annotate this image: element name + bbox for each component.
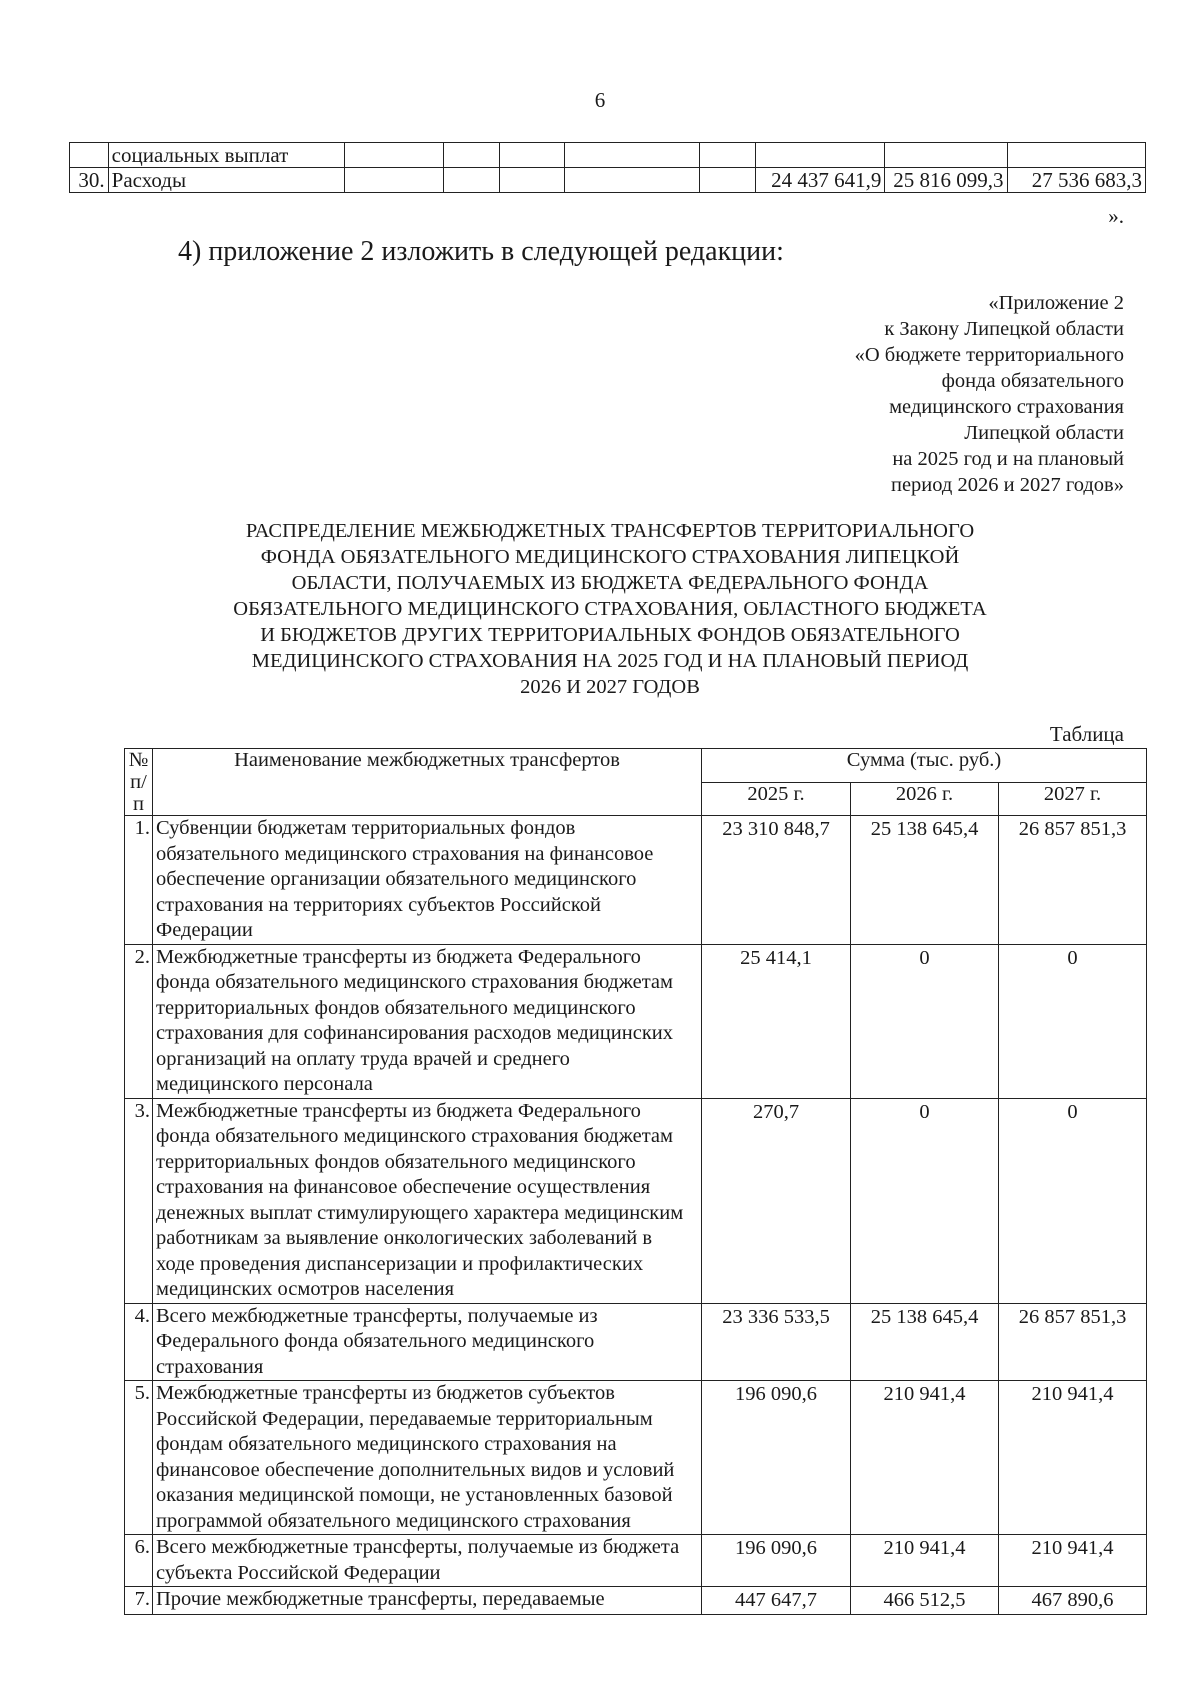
row-name: социальных выплат bbox=[108, 143, 344, 168]
row-name-line: финансовое обеспечение дополнительных видов и условий bbox=[156, 1458, 675, 1481]
row-name-line: страхования для софинансирования расходов медицинских bbox=[156, 1022, 673, 1044]
row-name bbox=[153, 1303, 702, 1381]
appendix-line: фонда обязательного bbox=[941, 370, 1124, 392]
row-name bbox=[153, 1098, 702, 1303]
header-2027: 2027 г. bbox=[999, 782, 1147, 816]
value-2027: 210 941,4 bbox=[999, 1535, 1147, 1587]
appendix-line: Липецкой области bbox=[964, 422, 1124, 444]
table-row bbox=[70, 168, 1146, 193]
row-number: 4. bbox=[125, 1303, 153, 1381]
row-number: 1. bbox=[125, 816, 153, 945]
row-name-line: фондам обязательного медицинского страхования на bbox=[156, 1433, 617, 1455]
row-name-line: работникам за выявление онкологических заболеваний в bbox=[156, 1227, 653, 1249]
value-2026: 466 512,5 bbox=[851, 1587, 999, 1615]
appendix-line: медицинского страхования bbox=[889, 396, 1124, 418]
row-name-line: страхования на финансовое обеспечение осуществления bbox=[156, 1176, 651, 1198]
value-2025: 196 090,6 bbox=[702, 1381, 851, 1535]
value-2026: 25 138 645,4 bbox=[851, 816, 999, 945]
row-name bbox=[153, 944, 702, 1098]
header-2025: 2025 г. bbox=[702, 782, 851, 816]
title-line: ОБЯЗАТЕЛЬНОГО МЕДИЦИНСКОГО СТРАХОВАНИЯ, ОБЛАСТНОГО БЮДЖЕТА bbox=[233, 598, 987, 620]
row-number: 5. bbox=[125, 1381, 153, 1535]
value-2027: 26 857 851,3 bbox=[999, 816, 1147, 945]
closing-quote: ». bbox=[1108, 204, 1124, 228]
row-number: 7. bbox=[125, 1587, 153, 1615]
title-line: И БЮДЖЕТОВ ДРУГИХ ТЕРРИТОРИАЛЬНЫХ ФОНДОВ ОБЯЗАТЕЛЬНОГО bbox=[260, 624, 960, 646]
title-line: МЕДИЦИНСКОГО СТРАХОВАНИЯ НА 2025 ГОД И НА ПЛАНОВЫЙ ПЕРИОД bbox=[251, 650, 969, 672]
row-name-line: фонда обязательного медицинского страхования бюджетам bbox=[156, 1125, 673, 1147]
row-name-line: Всего межбюджетные трансферты, получаемые из бюджета bbox=[156, 1536, 680, 1558]
continued-table bbox=[69, 142, 1146, 193]
value-2026: 210 941,4 bbox=[851, 1381, 999, 1535]
row-name-line: Межбюджетные трансферты из бюджета Федерального bbox=[156, 945, 641, 968]
value-2025: 23 310 848,7 bbox=[702, 816, 851, 945]
appendix-header bbox=[855, 290, 1124, 498]
appendix-line: период 2026 и 2027 годов» bbox=[890, 474, 1124, 496]
value-2025: 23 336 533,5 bbox=[702, 1303, 851, 1381]
title-line: РАСПРЕДЕЛЕНИЕ МЕЖБЮДЖЕТНЫХ ТРАНСФЕРТОВ ТЕРРИТОРИАЛЬНОГО bbox=[245, 520, 975, 542]
row-name bbox=[153, 1587, 702, 1615]
row-name: Расходы bbox=[108, 168, 344, 193]
row-name-line: обеспечение организации обязательного медицинского bbox=[156, 868, 637, 890]
appendix-line: к Закону Липецкой области bbox=[884, 318, 1124, 340]
row-number: 30. bbox=[70, 168, 109, 193]
appendix-line: на 2025 год и на плановый bbox=[892, 448, 1124, 470]
header-row bbox=[125, 749, 1147, 783]
table-row bbox=[125, 1535, 1147, 1587]
value-2027: 467 890,6 bbox=[999, 1587, 1147, 1615]
value-2025: 24 437 641,9 bbox=[756, 168, 885, 193]
row-name-line: Межбюджетные трансферты из бюджетов субъектов bbox=[156, 1382, 615, 1404]
appendix-line: «О бюджете территориального bbox=[854, 344, 1124, 366]
value-2027: 27 536 683,3 bbox=[1007, 168, 1146, 193]
value-2026: 0 bbox=[851, 944, 999, 1098]
table-row bbox=[125, 1303, 1147, 1381]
row-number: 6. bbox=[125, 1535, 153, 1587]
row-name-line: территориальных фондов обязательного медицинского bbox=[156, 996, 636, 1019]
title-line: 2026 И 2027 ГОДОВ bbox=[520, 676, 700, 698]
row-name-line: Российской Федерации, передаваемые территориальным bbox=[156, 1407, 653, 1430]
value-2027: 0 bbox=[999, 944, 1147, 1098]
value-2025: 447 647,7 bbox=[702, 1587, 851, 1615]
row-name-line: территориальных фондов обязательного медицинского bbox=[156, 1150, 636, 1173]
row-name-line: ходе проведения диспансеризации и профилактических bbox=[156, 1252, 644, 1275]
amendment-instruction: 4) приложение 2 изложить в следующей редакции: bbox=[178, 236, 784, 267]
row-name-line: обязательного медицинского страхования на финансовое bbox=[156, 842, 654, 865]
appendix-line: «Приложение 2 bbox=[988, 292, 1124, 314]
row-name-line: Субвенции бюджетам территориальных фондов bbox=[156, 817, 576, 839]
row-name-line: страхования bbox=[156, 1355, 264, 1378]
row-name-line: программой обязательного медицинского страхования bbox=[156, 1509, 631, 1532]
value-2027: 0 bbox=[999, 1098, 1147, 1303]
row-name-line: денежных выплат стимулирующего характера медицинским bbox=[156, 1201, 684, 1224]
page-number: 6 bbox=[594, 88, 606, 112]
value-2025: 270,7 bbox=[702, 1098, 851, 1303]
table-row bbox=[125, 816, 1147, 945]
transfers-table bbox=[124, 748, 1147, 1615]
row-name-line: Всего межбюджетные трансферты, получаемые из bbox=[156, 1304, 598, 1327]
value-2027: 210 941,4 bbox=[999, 1381, 1147, 1535]
value-2025: 196 090,6 bbox=[702, 1535, 851, 1587]
table-row bbox=[125, 944, 1147, 1098]
value-2025: 25 414,1 bbox=[702, 944, 851, 1098]
document-title bbox=[160, 518, 1060, 700]
row-number: 2. bbox=[125, 944, 153, 1098]
value-2027: 26 857 851,3 bbox=[999, 1303, 1147, 1381]
row-number: 3. bbox=[125, 1098, 153, 1303]
row-name-line: медицинского персонала bbox=[156, 1073, 373, 1095]
value-2026: 0 bbox=[851, 1098, 999, 1303]
row-name bbox=[153, 1381, 702, 1535]
row-name bbox=[153, 1535, 702, 1587]
row-name-line: оказания медицинской помощи, не установленных базовой bbox=[156, 1484, 673, 1506]
header-sum: Сумма (тыс. руб.) bbox=[702, 749, 1147, 783]
row-name bbox=[153, 816, 702, 945]
table-label: Таблица bbox=[1049, 722, 1124, 746]
table-row bbox=[70, 143, 1146, 168]
header-number: № п/п bbox=[125, 749, 153, 816]
row-name-line: субъекта Российской Федерации bbox=[156, 1561, 441, 1584]
table-row bbox=[125, 1587, 1147, 1615]
row-name-line: Федерации bbox=[156, 919, 253, 941]
header-2026: 2026 г. bbox=[851, 782, 999, 816]
value-2026: 210 941,4 bbox=[851, 1535, 999, 1587]
row-name-line: медицинских осмотров населения bbox=[156, 1278, 455, 1300]
title-line: ОБЛАСТИ, ПОЛУЧАЕМЫХ ИЗ БЮДЖЕТА ФЕДЕРАЛЬНОГО ФОНДА bbox=[291, 572, 929, 594]
row-name-line: Прочие межбюджетные трансферты, передаваемые bbox=[156, 1588, 605, 1610]
table-row bbox=[125, 1098, 1147, 1303]
row-name-line: организаций на оплату труда врачей и среднего bbox=[156, 1047, 570, 1070]
header-name: Наименование межбюджетных трансфертов bbox=[153, 749, 702, 816]
row-name-line: Межбюджетные трансферты из бюджета Федерального bbox=[156, 1099, 641, 1122]
value-2026: 25 816 099,3 bbox=[885, 168, 1007, 193]
row-name-line: страхования на территориях субъектов Российской bbox=[156, 893, 601, 916]
row-name-line: Федерального фонда обязательного медицинского bbox=[156, 1330, 595, 1352]
value-2026: 25 138 645,4 bbox=[851, 1303, 999, 1381]
title-line: ФОНДА ОБЯЗАТЕЛЬНОГО МЕДИЦИНСКОГО СТРАХОВАНИЯ ЛИПЕЦКОЙ bbox=[260, 546, 960, 568]
table-row bbox=[125, 1381, 1147, 1535]
row-name-line: фонда обязательного медицинского страхования бюджетам bbox=[156, 971, 673, 993]
